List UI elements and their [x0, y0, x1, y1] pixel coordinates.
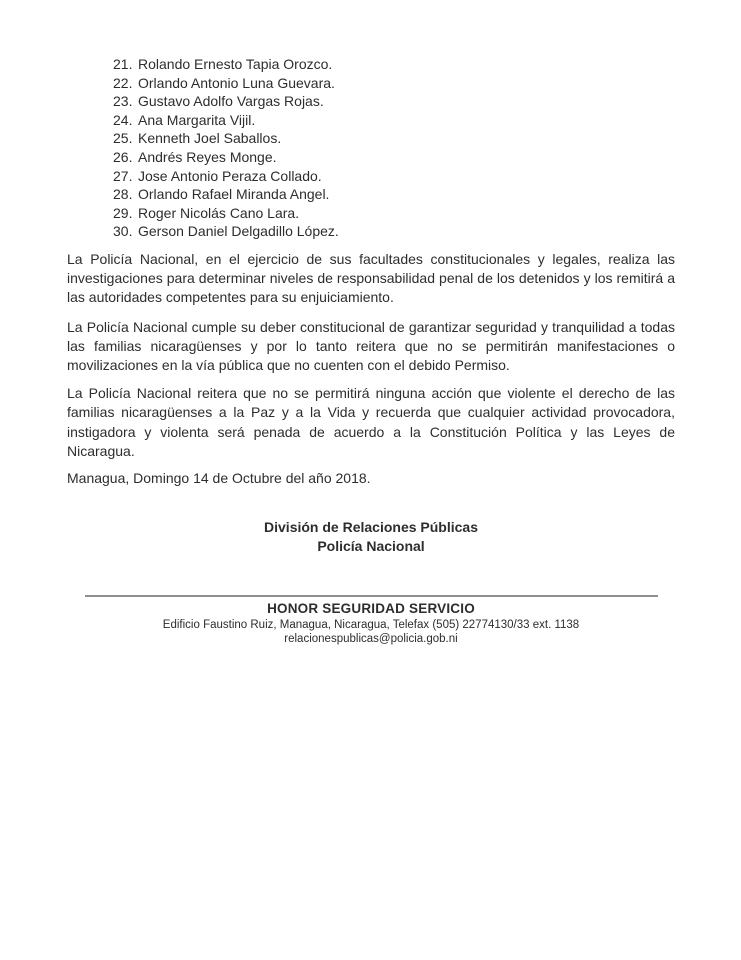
- paragraph-warning: La Policía Nacional reitera que no se permitirá ninguna acción que violente el derecho de las familias nicaragüenses a la Paz y a la Vida y recuerda que cualquier actividad provocadora, instigadora y violenta será penada de acuerdo a la Constitución Política y las Leyes de Nicaragua.: [67, 385, 675, 459]
- list-item-number: 30.: [113, 223, 133, 240]
- list-item-name: Orlando Antonio Luna Guevara.: [138, 74, 335, 91]
- list-item-name: Roger Nicolás Cano Lara.: [138, 204, 300, 221]
- list-item-name: Jose Antonio Peraza Collado.: [138, 167, 322, 184]
- list-item-name: Orlando Rafael Miranda Angel.: [138, 186, 330, 203]
- list-item-number: 28.: [113, 186, 133, 203]
- list-item-name: Kenneth Joel Saballos.: [138, 130, 282, 147]
- list-item: [113, 111, 675, 130]
- list-item: [113, 148, 675, 167]
- signature-block: [67, 518, 675, 556]
- list-item: [113, 74, 675, 93]
- paragraph-investigations: La Policía Nacional, en el ejercicio de sus facultades constitucionales y legales, realiza las investigaciones para determinar niveles de responsabilidad penal de los detenidos y los remitirá a las autoridades competentes para su enjuiciamiento.: [67, 250, 675, 306]
- dateline: Managua, Domingo 14 de Octubre del año 2018.: [67, 469, 371, 486]
- list-item-name: Andrés Reyes Monge.: [138, 148, 277, 165]
- list-item-name: Gustavo Adolfo Vargas Rojas.: [138, 93, 324, 110]
- footer: [67, 601, 675, 646]
- list-item-number: 22.: [113, 74, 133, 91]
- list-item: [113, 129, 675, 148]
- paragraph-constitutional-duty: La Policía Nacional cumple su deber constitucional de garantizar seguridad y tranquilidad a todas las familias nicaragüenses y por lo tanto reitera que no se permitirán manifestaciones o movilizaciones en la vía pública que no cuenten con el debido Permiso.: [67, 318, 675, 373]
- list-item: [113, 204, 675, 223]
- list-item: [113, 222, 675, 241]
- list-item-number: 23.: [113, 93, 133, 110]
- list-item: [113, 185, 675, 204]
- list-item-number: 26.: [113, 148, 133, 165]
- list-item: [113, 92, 675, 111]
- footer-divider: [85, 595, 658, 597]
- footer-motto: HONOR SEGURIDAD SERVICIO: [267, 600, 475, 616]
- list-item-number: 29.: [113, 204, 133, 221]
- list-item: [113, 167, 675, 186]
- signature-division: División de Relaciones Públicas: [264, 519, 478, 536]
- list-item-number: 27.: [113, 167, 133, 184]
- detainee-list: [113, 55, 675, 241]
- list-item-number: 21.: [113, 56, 133, 72]
- list-item-name: Rolando Ernesto Tapia Orozco.: [138, 56, 333, 72]
- list-item-number: 24.: [113, 111, 133, 128]
- footer-email: relacionespublicas@policia.gob.ni: [284, 632, 458, 645]
- footer-address: Edificio Faustino Ruiz, Managua, Nicaragua, Telefax (505) 22774130/33 ext. 1138: [162, 618, 580, 631]
- list-item-name: Ana Margarita Vijil.: [138, 111, 256, 128]
- list-item-number: 25.: [113, 130, 133, 147]
- signature-institution: Policía Nacional: [317, 538, 425, 555]
- list-item-name: Gerson Daniel Delgadillo López.: [138, 223, 339, 240]
- list-item: [113, 55, 675, 74]
